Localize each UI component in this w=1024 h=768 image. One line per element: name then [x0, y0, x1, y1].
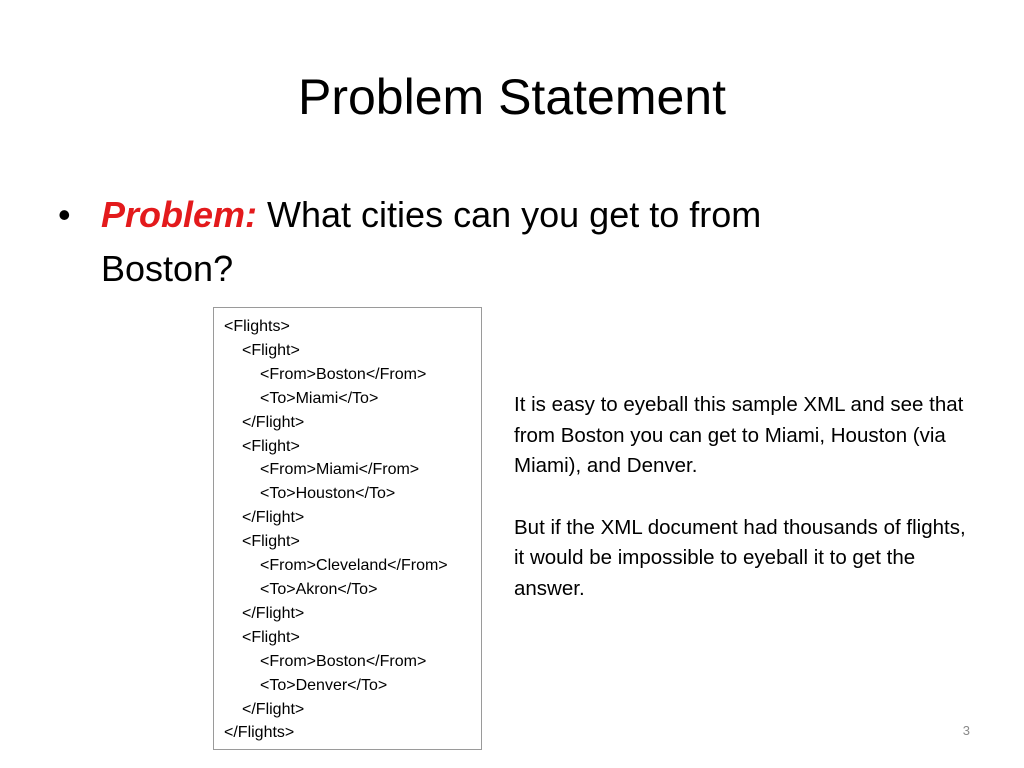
- explanation-paragraph-2: But if the XML document had thousands of flights, it would be impossible to eyeball it to get the answer.: [514, 515, 966, 600]
- xml-line: <To>Miami</To>: [260, 389, 379, 407]
- bullet-marker: •: [58, 194, 71, 235]
- xml-line: <To>Denver</To>: [260, 676, 388, 694]
- xml-line: <From>Miami</From>: [260, 461, 420, 479]
- xml-line: <From>Cleveland</From>: [260, 557, 448, 575]
- slide-title: Problem Statement: [298, 69, 726, 125]
- xml-line: </Flight>: [242, 509, 305, 527]
- xml-line: <Flight>: [242, 628, 300, 646]
- problem-label: Problem:: [101, 194, 258, 235]
- xml-line: <From>Boston</From>: [260, 365, 427, 383]
- xml-line: </Flight>: [242, 604, 305, 622]
- xml-line: <From>Boston</From>: [260, 652, 427, 670]
- xml-line: <Flight>: [242, 437, 300, 455]
- xml-sample-box: [213, 307, 482, 750]
- explanation-paragraph-1: It is easy to eyeball this sample XML and see that from Boston you can get to Miami, Houston (via Miami), and Denver.: [514, 393, 964, 477]
- problem-statement: [101, 188, 898, 296]
- xml-line: </Flights>: [224, 724, 295, 742]
- xml-line: </Flight>: [242, 700, 305, 718]
- xml-line: </Flight>: [242, 413, 305, 431]
- xml-line: <Flight>: [242, 533, 300, 551]
- problem-question: What cities can you get to from Boston?: [101, 194, 762, 289]
- xml-line: <Flight>: [242, 341, 300, 359]
- xml-line: <To>Houston</To>: [260, 485, 396, 503]
- page-number: 3: [962, 723, 970, 738]
- explanation-text: [514, 390, 974, 635]
- xml-line: <To>Akron</To>: [260, 580, 378, 598]
- xml-line: <Flights>: [224, 318, 290, 335]
- problem-bullet: [58, 188, 898, 296]
